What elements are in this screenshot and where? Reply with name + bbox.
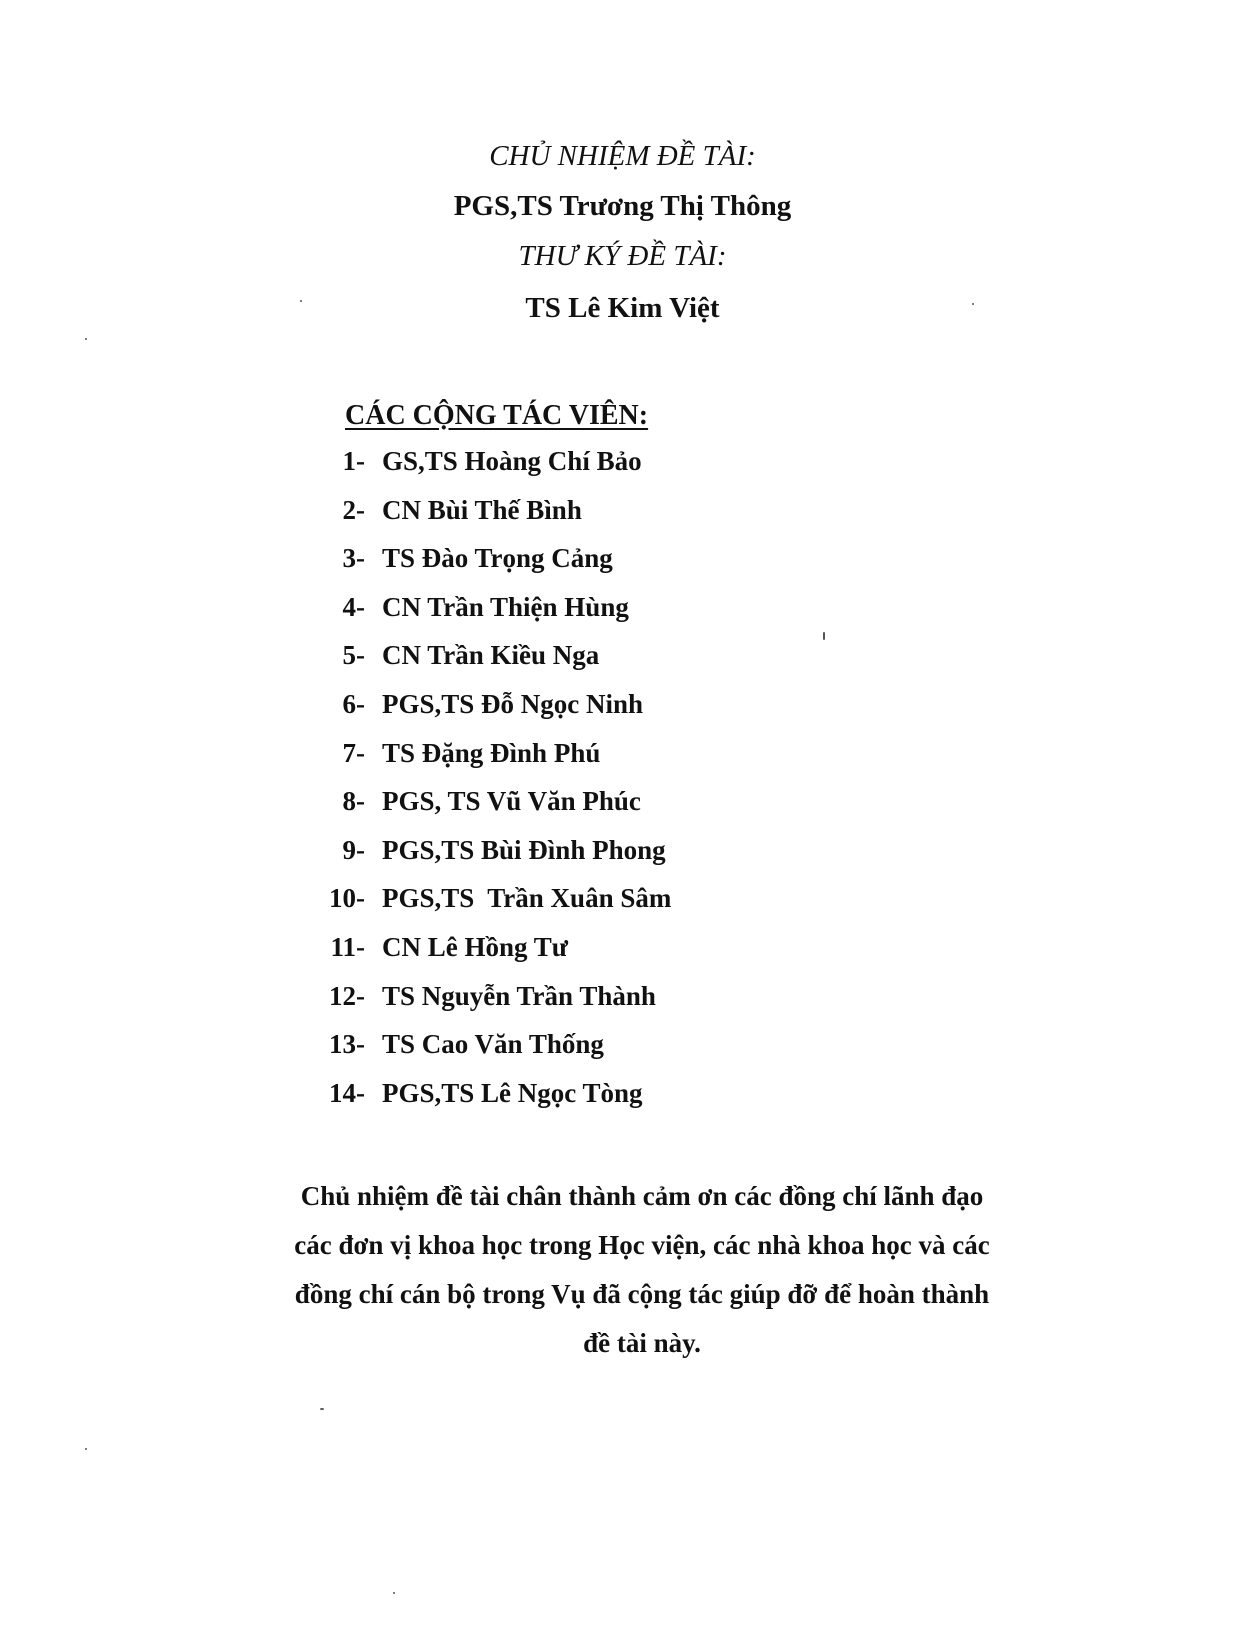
item-number: 9- <box>342 834 365 865</box>
acknowledgement-paragraph: Chủ nhiệm đề tài chân thành cảm ơn các đồng chí lãnh đạo các đơn vị khoa học trong Học viện, các nhà khoa học và các đồng chí cán bộ trong Vụ đã cộng tác giúp đỡ để hoàn thành đề tài này. <box>294 1181 990 1358</box>
contributors-list <box>0 443 900 1123</box>
item-name: TS Cao Văn Thống <box>382 1029 604 1060</box>
secretary-name: TS Lê Kim Việt <box>525 292 720 324</box>
list-item <box>0 589 900 638</box>
item-name: CN Lê Hồng Tư <box>382 931 568 962</box>
item-number: 2- <box>342 494 365 525</box>
scan-speck <box>300 300 302 302</box>
scan-speck <box>85 1448 87 1450</box>
list-item <box>0 880 900 929</box>
list-item <box>0 783 900 832</box>
item-number: 11- <box>330 931 365 962</box>
list-item <box>0 978 900 1027</box>
item-number: 8- <box>342 786 365 817</box>
scan-speck <box>972 303 974 305</box>
scan-speck <box>823 632 825 640</box>
item-name: CN Trần Thiện Hùng <box>382 591 629 622</box>
secretary-label: THƯ KÝ ĐỀ TÀI: <box>518 240 727 272</box>
item-number: 14- <box>329 1077 365 1108</box>
list-item <box>0 637 900 686</box>
item-name: CN Trần Kiều Nga <box>382 640 600 671</box>
list-item <box>0 540 900 589</box>
item-name: TS Nguyễn Trần Thành <box>382 980 656 1011</box>
scan-speck <box>393 1592 395 1594</box>
item-name: GS,TS Hoàng Chí Bảo <box>382 446 642 476</box>
item-name: PGS,TS Trần Xuân Sâm <box>382 883 672 914</box>
list-item <box>0 832 900 881</box>
item-name: PGS,TS Lê Ngọc Tòng <box>382 1077 643 1108</box>
item-name: PGS,TS Đỗ Ngọc Ninh <box>382 688 644 719</box>
item-name: CN Bùi Thế Bình <box>382 494 582 525</box>
item-number: 4- <box>342 591 365 622</box>
list-item <box>0 492 900 541</box>
item-number: 12- <box>329 980 365 1011</box>
item-number: 7- <box>342 737 365 768</box>
item-number: 6- <box>342 688 365 719</box>
list-item <box>0 686 900 735</box>
item-number: 10- <box>329 883 365 914</box>
item-name: TS Đặng Đình Phú <box>382 737 601 768</box>
scan-speck <box>85 338 87 340</box>
item-number: 13- <box>329 1029 365 1060</box>
leader-label: CHỦ NHIỆM ĐỀ TÀI: <box>489 140 756 172</box>
scan-speck <box>320 1408 324 1410</box>
item-name: PGS,TS Bùi Đình Phong <box>382 834 666 865</box>
item-number: 5- <box>342 640 365 671</box>
list-item <box>0 443 900 492</box>
list-item <box>0 735 900 784</box>
list-item <box>0 1075 900 1124</box>
list-item <box>0 929 900 978</box>
item-number: 3- <box>342 543 365 574</box>
list-item <box>0 1026 900 1075</box>
contributors-heading: CÁC CỘNG TÁC VIÊN: <box>345 400 649 431</box>
item-name: TS Đào Trọng Cảng <box>382 543 613 574</box>
leader-name: PGS,TS Trương Thị Thông <box>453 190 792 222</box>
item-name: PGS, TS Vũ Văn Phúc <box>382 786 641 817</box>
item-number: 1- <box>342 446 365 476</box>
